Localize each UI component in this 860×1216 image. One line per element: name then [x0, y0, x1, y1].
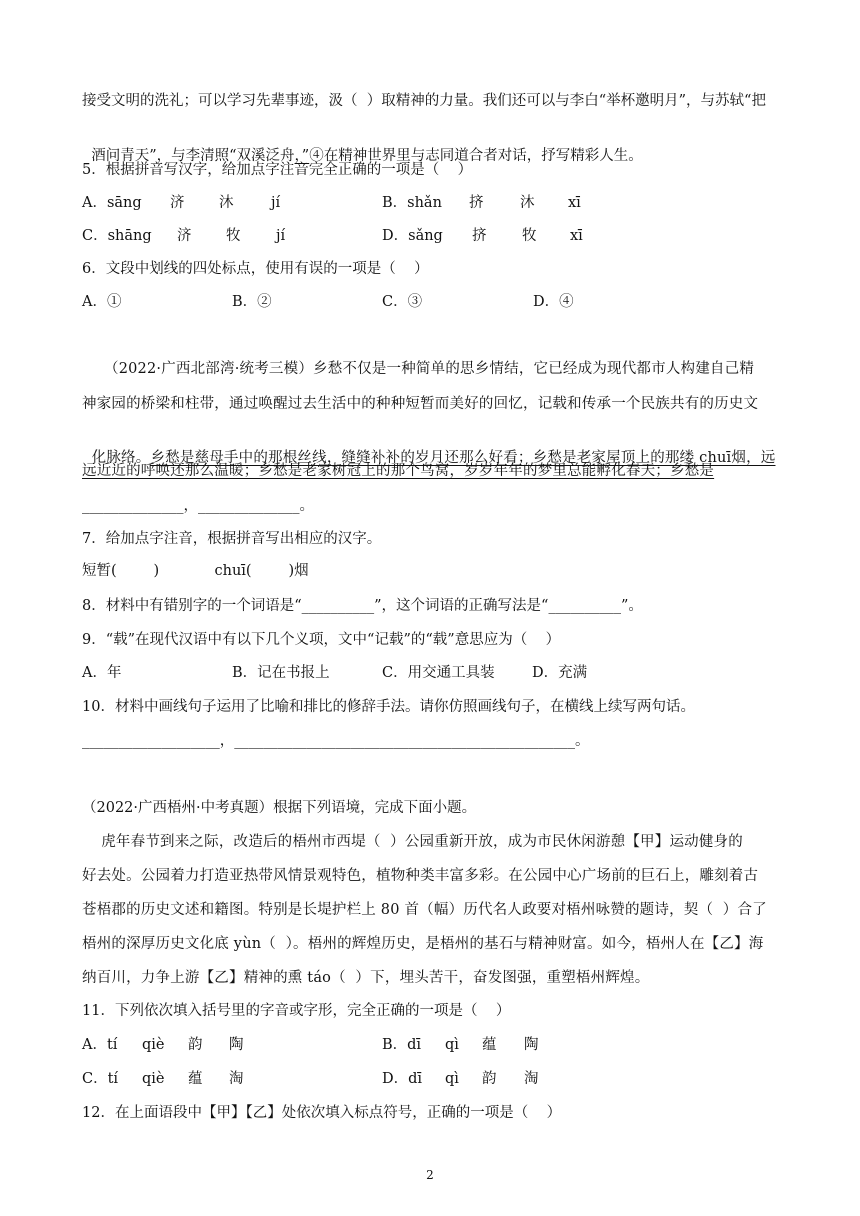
passage3-source: （2022·广西梧州·中考真题）根据下列语境，完成下面小题。: [82, 800, 477, 816]
q6-option-a: A．①: [82, 294, 122, 310]
q6-option-d: D．④: [533, 294, 574, 310]
q11-option-a-4: 陶: [229, 1037, 244, 1053]
q5-option-d-pinyin: D．sǎng: [382, 228, 443, 244]
q11-option-c-3: 蕴: [188, 1071, 203, 1087]
q5-option-a-pinyin: A．sāng: [82, 195, 142, 211]
q5-option-b-pinyin2: xī: [568, 195, 581, 211]
q5-option-b-char2: 沐: [520, 195, 535, 211]
passage2-underlined-sentence-2: 远近近的呼唤还那么温暖；乡愁是老家树冠上的那个鸟窝，岁岁年年的梦里总能孵化春天；乡愁是: [82, 463, 715, 479]
para1-line2-text-c: ④在精神世界里与志同道合者对话，抒写精彩人生。: [309, 148, 643, 164]
q11-option-a-2: qiè: [142, 1037, 165, 1053]
page-number: 2: [426, 1168, 434, 1182]
q5-option-b-pinyin: B．shǎn: [382, 195, 442, 211]
passage3-line5: 纳百川，力争上游【乙】精神的熏 táo（ ）下，埋头苦干，奋发图强，重塑梧州辉煌。: [82, 970, 650, 986]
para1-line2-text-a: 酒问青天”，与李清照“双溪泛舟: [91, 148, 295, 164]
q11-option-b-1: B．dī: [382, 1037, 422, 1053]
q7-stem: 7．给加点字注音，根据拼音写出相应的汉字。: [82, 531, 382, 547]
q10-stem: 10．材料中画线句子运用了比喻和排比的修辞手法。请你仿照画线句子，在横线上续写两句话。: [82, 699, 695, 715]
passage3-line3: 苍梧郡的历史文述和籍图。特别是长堤护栏上 80 首（幅）历代名人政要对梧州咏赞的题诗，契（ ）合了: [82, 902, 767, 918]
q11-option-d-4: 淘: [524, 1071, 539, 1087]
q5-option-c-char1: 济: [177, 228, 192, 244]
q9-stem: 9．“载”在现代汉语中有以下几个义项，文中“记载”的“载”意思应为（ ）: [82, 632, 561, 648]
passage2-blank-line: ______________，______________。: [82, 498, 314, 514]
q5-option-a-char2: 沐: [219, 195, 234, 211]
q9-option-a: A．年: [82, 665, 122, 681]
q5-option-a-char1: 济: [170, 195, 185, 211]
q5-option-d-char1: 挤: [472, 228, 487, 244]
q11-option-b-4: 陶: [524, 1037, 539, 1053]
q11-option-b-3: 蕴: [482, 1037, 497, 1053]
q9-option-d: D．充满: [532, 665, 588, 681]
q5-option-d-char2: 牧: [522, 228, 537, 244]
q11-option-c-1: C．tí: [82, 1071, 119, 1087]
q10-blank-line: ___________________，_______________________________________________。: [82, 733, 590, 749]
q8-stem: 8．材料中有错别字的一个词语是“__________”，这个词语的正确写法是“__________”。: [82, 598, 643, 614]
q9-option-b: B．记在书报上: [232, 665, 330, 681]
passage3-line4: 梧州的深厚历史文化底 yùn（ ）。梧州的辉煌历史，是梧州的基石与精神财富。如今，梧州人在【乙】海: [82, 936, 764, 952]
q5-option-c-pinyin: C．shāng: [82, 228, 152, 244]
q5-option-c-char2: 牧: [226, 228, 241, 244]
q11-option-c-2: qiè: [142, 1071, 165, 1087]
q11-option-d-2: qì: [445, 1071, 459, 1087]
passage2-line3-a: 化脉络。: [91, 450, 151, 466]
passage2-line1: （2022·广西北部湾·统考三模）乡愁不仅是一种简单的思乡情结，它已经成为现代都市人构建自己精: [104, 361, 755, 377]
passage3-line1: 虎年春节到来之际，改造后的梧州市西堤（ ）公园重新开放，成为市民休闲游憩【甲】运动健身的: [82, 834, 743, 850]
underlined-mark-4: ，”: [294, 148, 310, 164]
q6-option-c: C．③: [382, 294, 423, 310]
q11-option-a-3: 韵: [188, 1037, 203, 1053]
q5-option-d-pinyin2: xī: [570, 228, 583, 244]
q7-answer-line: 短暂( ) chuī( )烟: [82, 563, 309, 579]
q11-stem: 11．下列依次填入括号里的字音或字形，完全正确的一项是（ ）: [82, 1003, 511, 1019]
q11-option-a-1: A．tí: [82, 1037, 118, 1053]
q9-option-c: C．用交通工具装: [382, 665, 495, 681]
q6-option-b: B．②: [232, 294, 272, 310]
q5-stem: 5．根据拼音写汉字，给加点字注音完全正确的一项是（ ）: [82, 162, 473, 178]
q6-stem: 6．文段中划线的四处标点，使用有误的一项是（ ）: [82, 261, 429, 277]
para1-line1: 接受文明的洗礼；可以学习先辈事迹，汲（ ）取精神的力量。我们还可以与李白“举杯邀明月”，与苏轼“把: [82, 93, 766, 109]
q11-option-d-3: 韵: [482, 1071, 497, 1087]
q5-option-b-char1: 挤: [469, 195, 484, 211]
passage2-underlined-sentence-1: 乡愁是慈母手中的那根丝线，缝缝补补的岁月还那么好看；乡愁是老家屋顶上的那缕 chuī烟，远: [150, 450, 776, 466]
q11-option-c-4: 淘: [229, 1071, 244, 1087]
q5-option-a-pinyin2: jí: [271, 195, 281, 211]
q5-option-c-pinyin2: jí: [276, 228, 286, 244]
q11-option-b-2: qì: [445, 1037, 459, 1053]
passage3-line2: 好去处。公园着力打造亚热带风情景观特色，植物种类丰富多彩。在公园中心广场前的巨石上，雕刻着古: [82, 868, 759, 884]
passage2-line2: 神家园的桥梁和柱带，通过唤醒过去生活中的种种短暂而美好的回忆，记载和传承一个民族共有的历史文: [82, 396, 759, 412]
q11-option-d-1: D．dī: [382, 1071, 423, 1087]
q12-stem: 12．在上面语段中【甲】【乙】处依次填入标点符号，正确的一项是（ ）: [82, 1105, 562, 1121]
